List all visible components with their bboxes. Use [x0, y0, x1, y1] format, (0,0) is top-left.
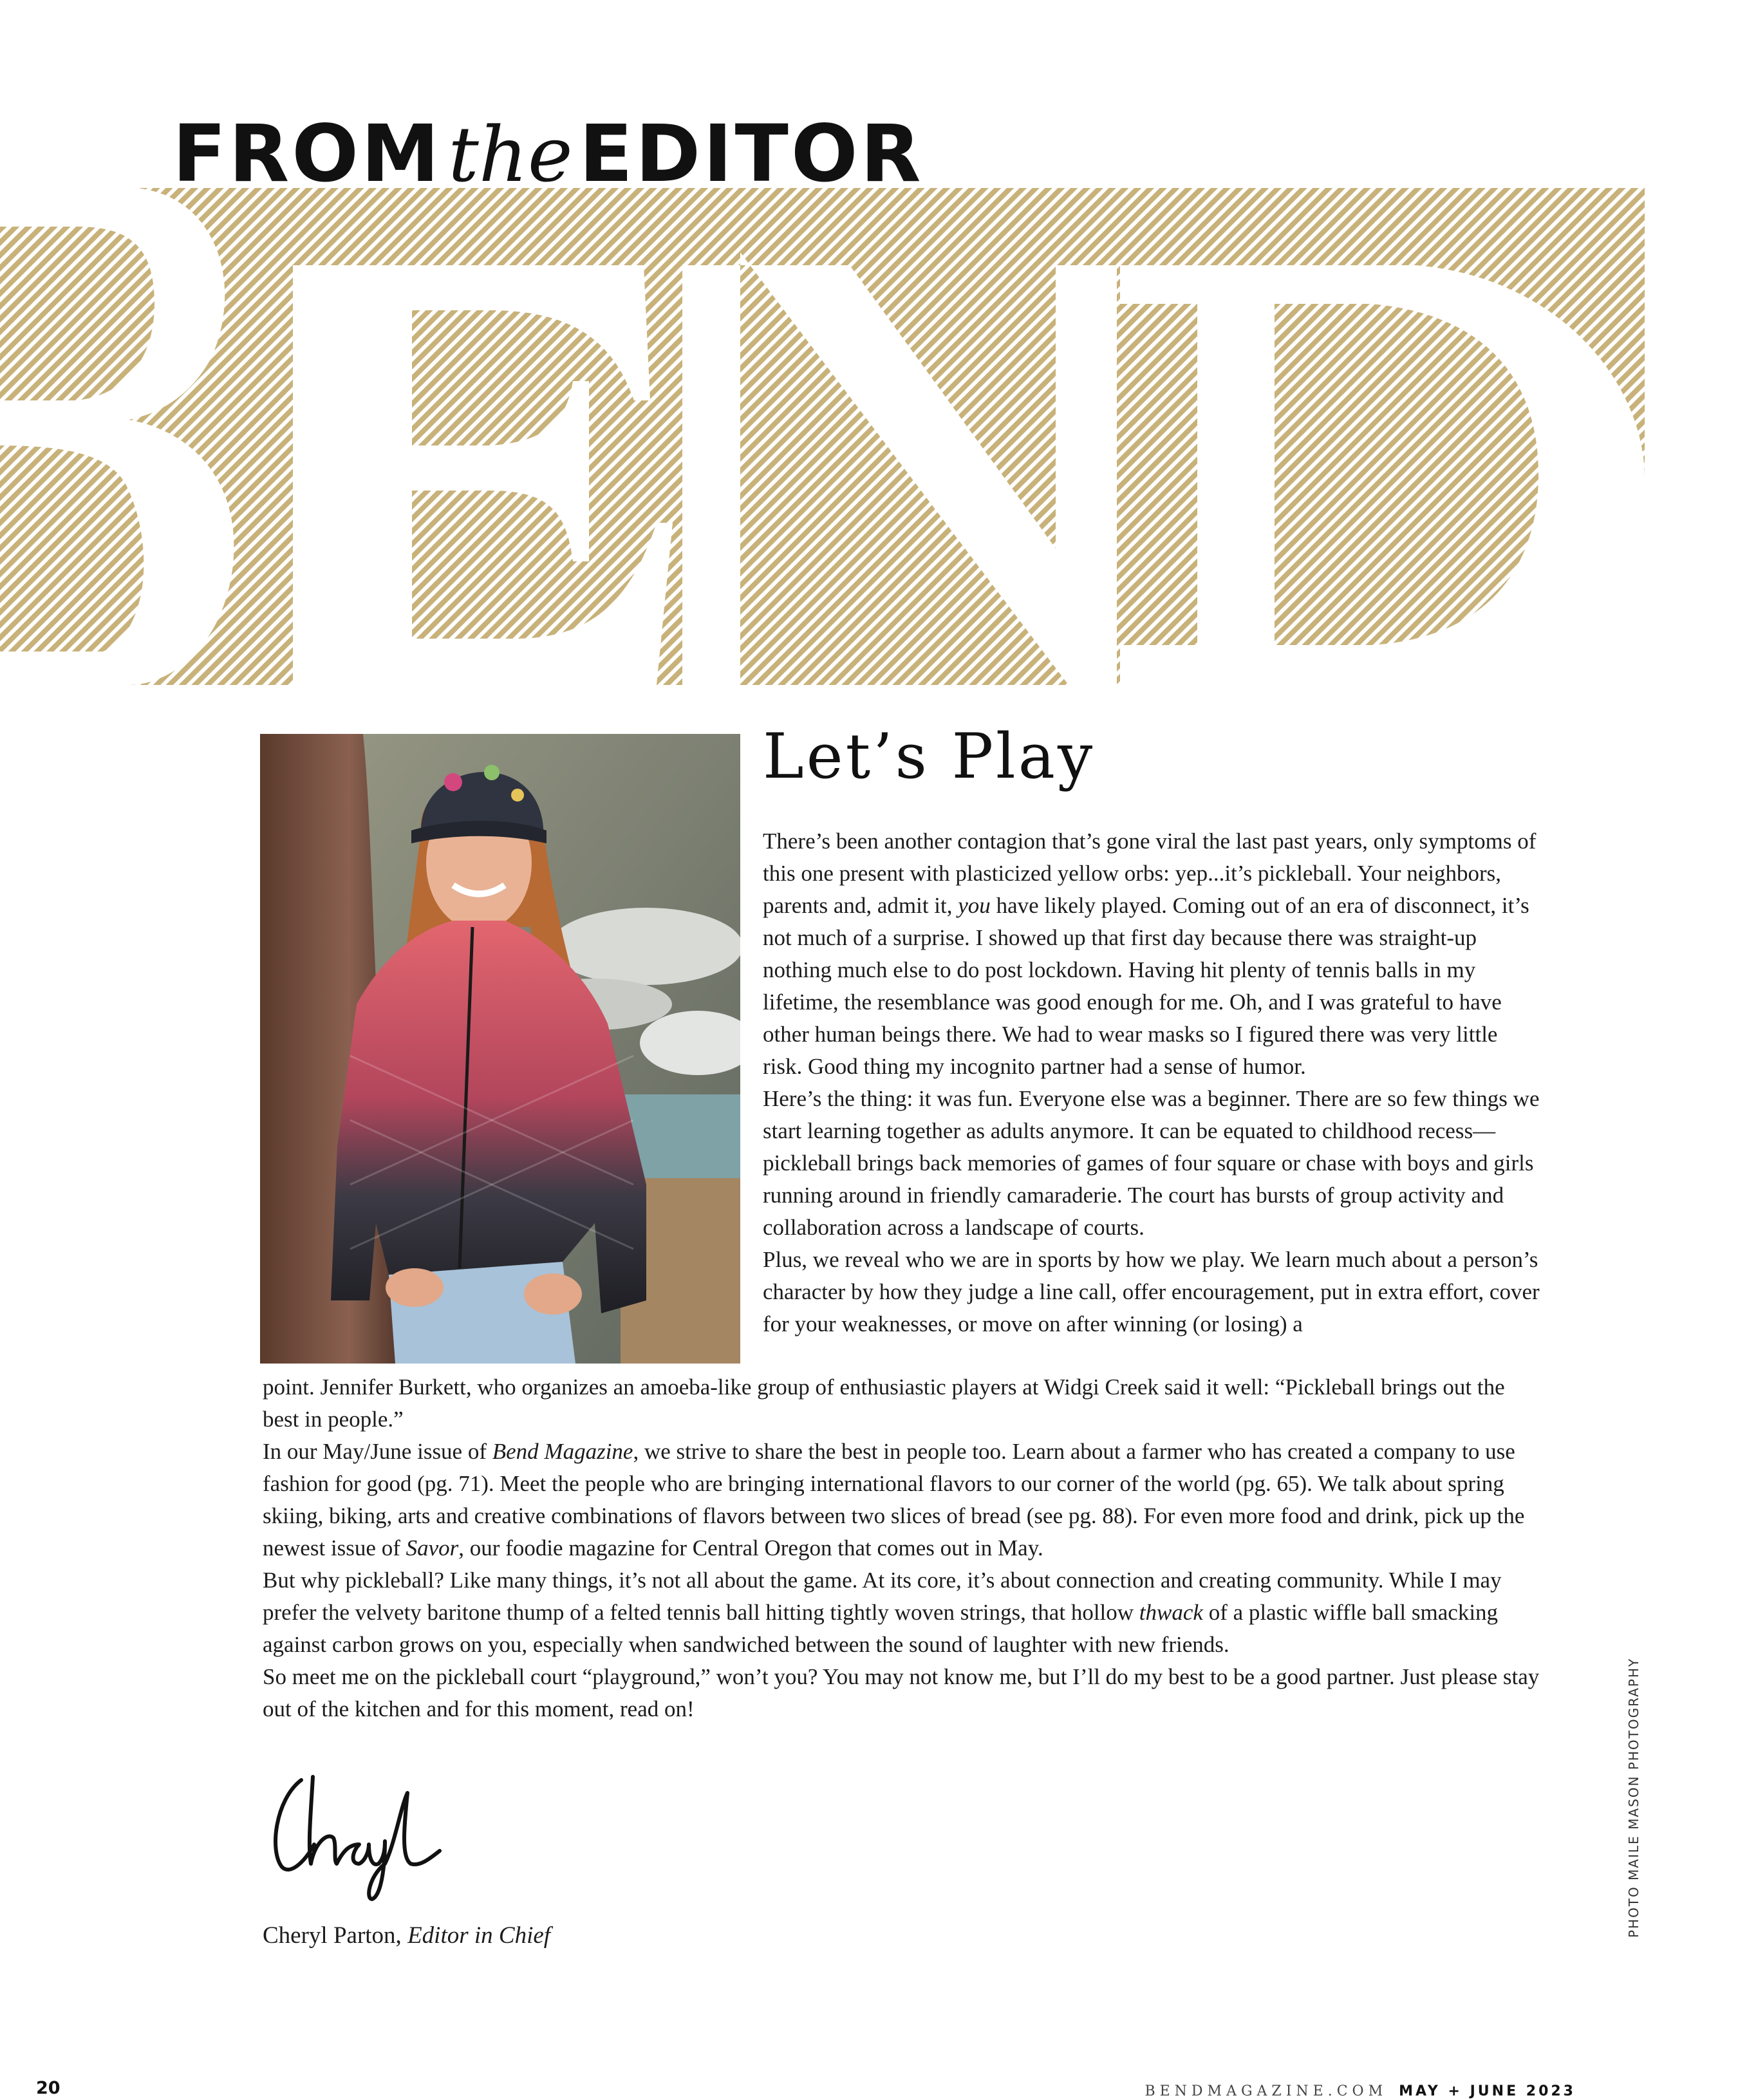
article-paragraph-3-start: Plus, we reveal who we are in sports by how we play. We learn much about a person’s character by how they judge a line call, offer encouragement, put in extra effort, cover for your weaknesses, or move on after winning (or losing) a — [763, 1247, 1540, 1336]
article-paragraph-2: Here’s the thing: it was fun. Everyone else was a beginner. There are so few things we start learning together as adults anymore. It can be equated to childhood recess—pickleball brings back memories of games of four square or chase with boys and girls running around in friendly camaraderie. The court has bursts of group activity and collaboration across a landscape of courts. — [763, 1086, 1540, 1240]
footer-folio — [1145, 2083, 1576, 2099]
article-paragraph-5: But why pickleball? Like many things, it’s not all about the game. At its core, it’s about connection and creating community. While I may prefer the velvety baritone thump of a felted tennis ball hitting tightly woven strings, that hollow thwack of a plastic wiffle ball smacking against carbon grows on you, especially when sandwiched between the sound of laughter with new friends. — [263, 1568, 1502, 1657]
article-paragraph-4: In our May/June issue of Bend Magazine, we strive to share the best in people too. Learn about a farmer who has created a company to use fashion for good (pg. 71). Meet the people who are bringing international flavors to our corner of the world (pg. 65). We talk about spring skiing, biking, arts and creative combinations of flavors between two slices of bread (see pg. 88). For even more food and drink, pick up the newest issue of Savor, our foodie magazine for Central Oregon that comes out in May. — [263, 1439, 1525, 1561]
heading-the: the — [448, 110, 573, 199]
section-heading — [173, 108, 924, 200]
article-title: Let’s Play — [763, 720, 1096, 792]
footer-site: BENDMAGAZINE.COM — [1145, 2083, 1388, 2099]
editor-signature — [263, 1754, 449, 1909]
article-paragraph-6: So meet me on the pickleball court “playground,” won’t you? You may not know me, but I’ll do my best to be a good partner. Just please stay out of the kitchen and for this moment, read on! — [263, 1664, 1540, 1721]
signer-name: Cheryl Parton, — [263, 1922, 402, 1949]
footer-issue: MAY + JUNE 2023 — [1399, 2083, 1576, 2099]
article-right-column — [763, 825, 1542, 1340]
editor-photo — [260, 734, 740, 1364]
page-number: 20 — [36, 2078, 61, 2098]
bend-masthead-graphic — [0, 188, 1645, 685]
heading-from: FROM — [173, 108, 442, 200]
photo-credit: PHOTO MAILE MASON PHOTOGRAPHY — [1626, 1657, 1641, 1938]
heading-editor: EDITOR — [579, 108, 924, 200]
signer-line — [263, 1922, 550, 1949]
signer-role: Editor in Chief — [407, 1922, 551, 1949]
article-full-width — [263, 1371, 1544, 1725]
article-paragraph-1: There’s been another contagion that’s gone viral the last past years, only symptoms of this one present with plasticized yellow orbs: yep...it’s pickleball. Your neighbors, parents and, admit it, you have likely played. Coming out of an era of disconnect, it’s not much of a surprise. I showed up that first day because there was straight-up nothing much else to do post lockdown. Having hit plenty of tennis balls in my lifetime, the resemblance was good enough for me. Oh, and I was grateful to have other human beings there. We had to wear masks so I figured there was very little risk. Good thing my incognito partner had a sense of humor. — [763, 829, 1537, 1079]
article-paragraph-3-end: point. Jennifer Burkett, who organizes an amoeba-like group of enthusiastic players at Widgi Creek said it well: “Pickleball brings out the best in people.” — [263, 1374, 1505, 1432]
